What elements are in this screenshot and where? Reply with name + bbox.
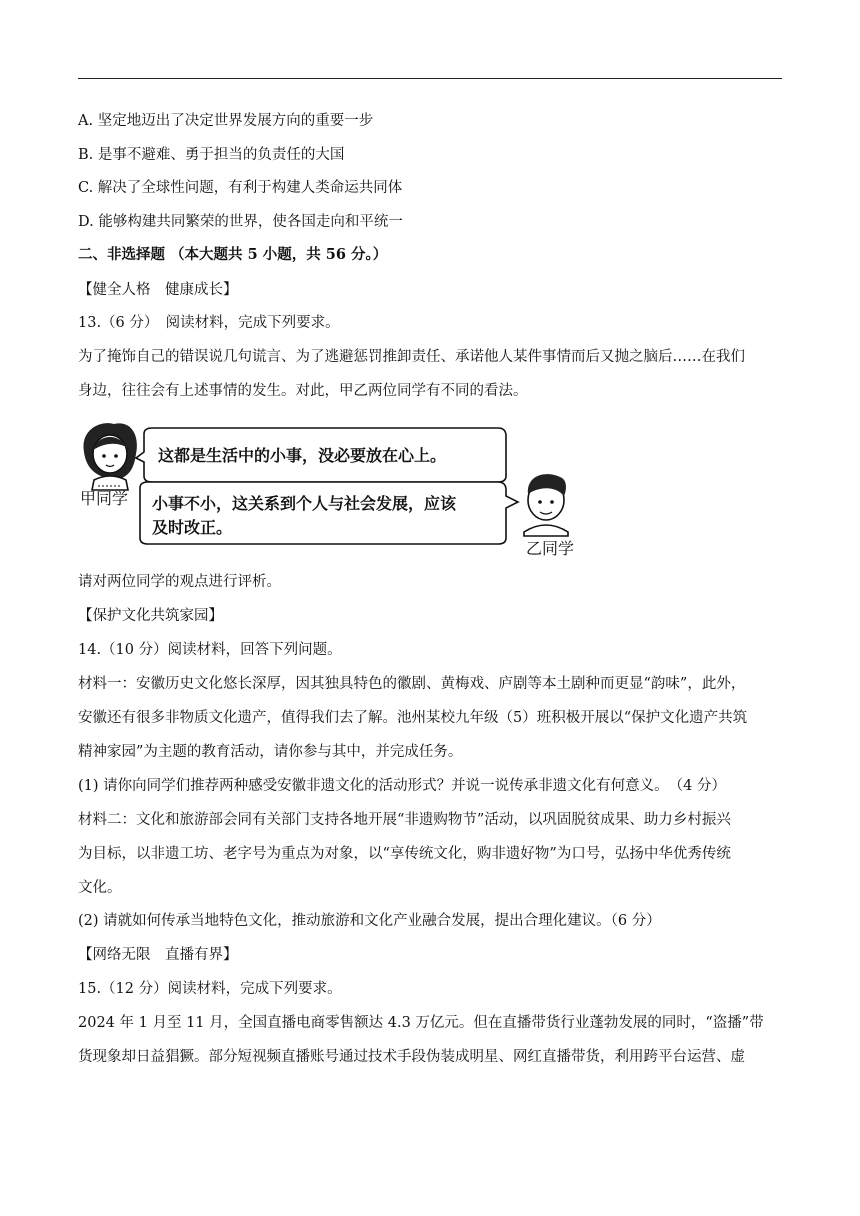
- question-13-material-line: 为了掩饰自己的错误说几句谎言、为了逃避惩罚推卸责任、承诺他人某件事情而后又抛之脑后……在我们: [78, 349, 745, 365]
- question-14-material2-line: 文化。: [78, 880, 122, 896]
- question-13-task: 请对两位同学的观点进行评析。: [78, 574, 281, 590]
- question-14-title: 14.（10 分）阅读材料，回答下列问题。: [78, 642, 342, 658]
- question-15-title: 15.（12 分）阅读材料，完成下列要求。: [78, 981, 342, 997]
- bubble-b-text-line2: 及时改正。: [152, 518, 233, 537]
- boy-figure: [524, 474, 568, 536]
- bubble-a-text: 这都是生活中的小事，没必要放在心上。: [158, 446, 447, 465]
- option-c: C. 解决了全球性问题，有利于构建人类命运共同体: [78, 180, 403, 196]
- header-rule: [78, 78, 782, 79]
- question-14-material2-line: 为目标，以非遗工坊、老字号为重点为对象，以“享传统文化，购非遗好物”为口号，弘扬中华优秀传统: [78, 846, 731, 862]
- theme-heading-1: 【健全人格 健康成长】: [78, 282, 238, 298]
- bubble-b-text-line1: 小事不小，这关系到个人与社会发展，应该: [152, 494, 457, 513]
- question-13-material-line: 身边，往往会有上述事情的发生。对此，甲乙两位同学有不同的看法。: [78, 383, 528, 399]
- question-15-material-line: 2024 年 1 月至 11 月，全国直播电商零售额达 4.3 万亿元。但在直播带货行业蓬勃发展的同时，“盗播”带: [78, 1015, 764, 1031]
- question-14-subquestion-1: (1) 请你向同学们推荐两种感受安徽非遗文化的活动形式？并说一说传承非遗文化有何意义。 （4 分）: [78, 778, 726, 794]
- question-14-material2-line: 材料二：文化和旅游部会同有关部门支持各地开展“非遗购物节”活动，以巩固脱贫成果、助力乡村振兴: [78, 812, 731, 828]
- question-14-subquestion-2: (2) 请就如何传承当地特色文化，推动旅游和文化产业融合发展，提出合理化建议。（6 分）: [78, 913, 661, 929]
- theme-heading-3: 【网络无限 直播有界】: [78, 947, 238, 963]
- speaker-label-b: 乙同学: [526, 539, 575, 558]
- question-13-title: 13.（6 分） 阅读材料，完成下列要求。: [78, 315, 340, 331]
- dialogue-illustration: [78, 420, 588, 560]
- section-heading: 二、非选择题 （本大题共 5 小题，共 56 分。）: [78, 246, 388, 263]
- theme-heading-2: 【保护文化共筑家园】: [78, 608, 223, 624]
- question-14-material1-line: 精神家园”为主题的教育活动，请你参与其中，并完成任务。: [78, 744, 463, 760]
- girl-figure: [83, 423, 136, 490]
- option-d: D. 能够构建共同繁荣的世界，使各国走向和平统一: [78, 214, 403, 230]
- option-a: A. 坚定地迈出了决定世界发展方向的重要一步: [78, 113, 374, 129]
- option-b: B. 是事不避难、勇于担当的负责任的大国: [78, 147, 345, 163]
- question-14-material1-line: 安徽还有很多非物质文化遗产，值得我们去了解。池州某校九年级（5）班积极开展以“保护文化遗产共筑: [78, 710, 748, 726]
- question-15-material-line: 货现象却日益猖獗。部分短视频直播账号通过技术手段伪装成明星、网红直播带货，利用跨平台运营、虚: [78, 1049, 745, 1065]
- speaker-label-a: 甲同学: [80, 489, 129, 508]
- question-14-material1-line: 材料一：安徽历史文化悠长深厚，因其独具特色的徽剧、黄梅戏、庐剧等本土剧种而更显“韵味”，此外，: [78, 676, 746, 692]
